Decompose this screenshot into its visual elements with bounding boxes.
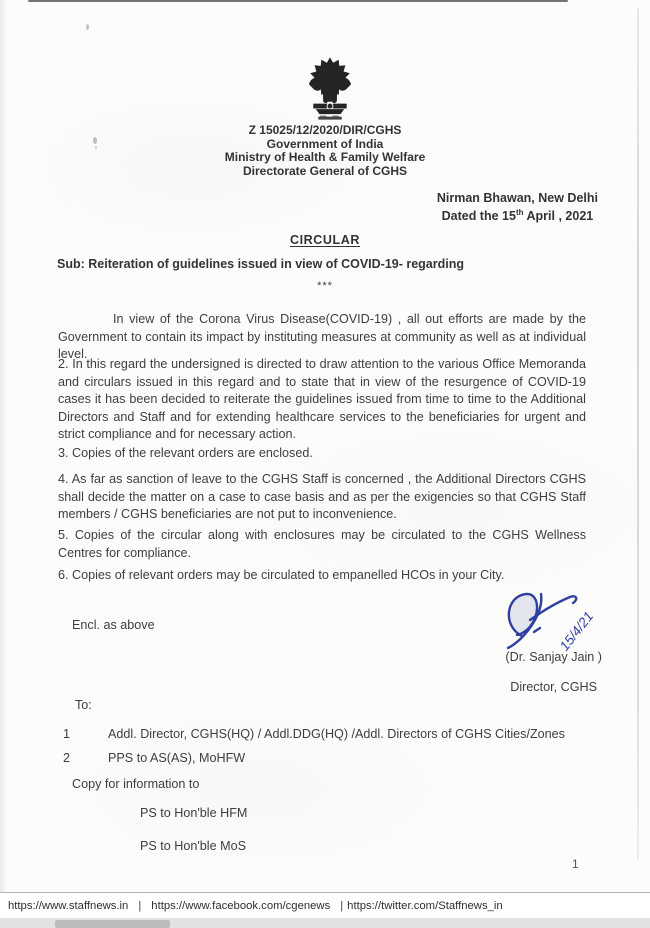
scan-speck: [86, 24, 89, 30]
place-line: Nirman Bhawan, New Delhi: [436, 191, 598, 205]
recipient-text: PPS to AS(AS), MoHFW: [108, 751, 246, 765]
separator-stars: ***: [317, 280, 333, 292]
signatory-title: Director, CGHS: [510, 680, 597, 694]
paragraph-3: 3. Copies of the relevant orders are enclosed.: [58, 446, 313, 460]
letter-number: Z 15025/12/2020/DIR/CGHS: [248, 123, 402, 137]
copy-item: PS to Hon'ble MoS: [140, 839, 247, 853]
scan-top-edge: [28, 0, 568, 2]
footer-link-facebook: https://www.facebook.com/cgenews: [151, 900, 331, 912]
recipient-row: [63, 727, 565, 741]
subject-line: Sub: Reiteration of guidelines issued in view of COVID-19- regarding: [57, 257, 465, 271]
paragraph-5: 5. Copies of the circular along with enclosures may be circulated to the CGHS Wellness Centres for compliance.: [58, 528, 586, 560]
copy-item: PS to Hon'ble HFM: [140, 806, 248, 820]
org-line-ministry: Ministry of Health & Family Welfare: [224, 150, 426, 164]
footer-links-bar: [0, 892, 650, 918]
scan-bottom-edge: [0, 918, 650, 928]
date-line: Dated the 15th April , 2021: [441, 207, 594, 223]
footer-separator: |: [138, 900, 142, 912]
page-number: 1: [572, 857, 579, 871]
paragraph-1: In view of the Corona Virus Disease(COVID-19) , all out efforts are made by the Government to contain its impact by instituting measures at community as well as at individual level.: [58, 312, 586, 361]
recipient-text: Addl. Director, CGHS(HQ) / Addl.DDG(HQ) /Addl. Directors of CGHS Cities/Zones: [108, 727, 565, 741]
emblem-of-india-icon: [298, 56, 362, 124]
footer-separator: |: [340, 900, 344, 912]
signature-date-text: 15/4/21: [556, 608, 597, 654]
footer-link-staffnews: https://www.staffnews.in: [8, 900, 129, 912]
paragraph-2: 2. In this regard the undersigned is directed to draw attention to the various Office Memoranda and circulars issued in this regard and to state that in view of the resurgence of COVID-19 cases it has been decided to reiterate the guidelines issued from time to time to the Additional Directors and Staff and for extending healthcare services to the beneficiaries for urgent and strict compliance and for necessary action.: [58, 357, 586, 441]
recipient-row: [63, 751, 245, 765]
copy-for-information-label: Copy for information to: [72, 777, 200, 791]
paragraph-6: 6. Copies of relevant orders may be circulated to empanelled HCOs in your City.: [58, 568, 505, 582]
place-and-date: [437, 191, 598, 223]
paragraph-4: 4. As far as sanction of leave to the CGHS Staff is concerned , the Additional Directors CGHS shall decide the matter on a case to case basis and as per the exigencies so that CGHS Staff members / CGHS beneficiaries are not put to inconvenience.: [58, 472, 586, 521]
org-line-directorate: Directorate General of CGHS: [242, 163, 408, 178]
recipient-number: 1: [63, 727, 71, 741]
enclosure-note: Encl. as above: [72, 618, 155, 632]
to-label: To:: [75, 698, 92, 712]
circular-heading: CIRCULAR: [289, 233, 361, 247]
footer-link-twitter: https://twitter.com/Staffnews_in: [347, 900, 503, 912]
recipient-number: 2: [63, 751, 71, 765]
letterhead: [0, 124, 650, 178]
scan-bottom-shadow: [55, 920, 170, 928]
org-line-government: Government of India: [266, 136, 384, 151]
signatory-name: (Dr. Sanjay Jain ): [505, 650, 602, 664]
